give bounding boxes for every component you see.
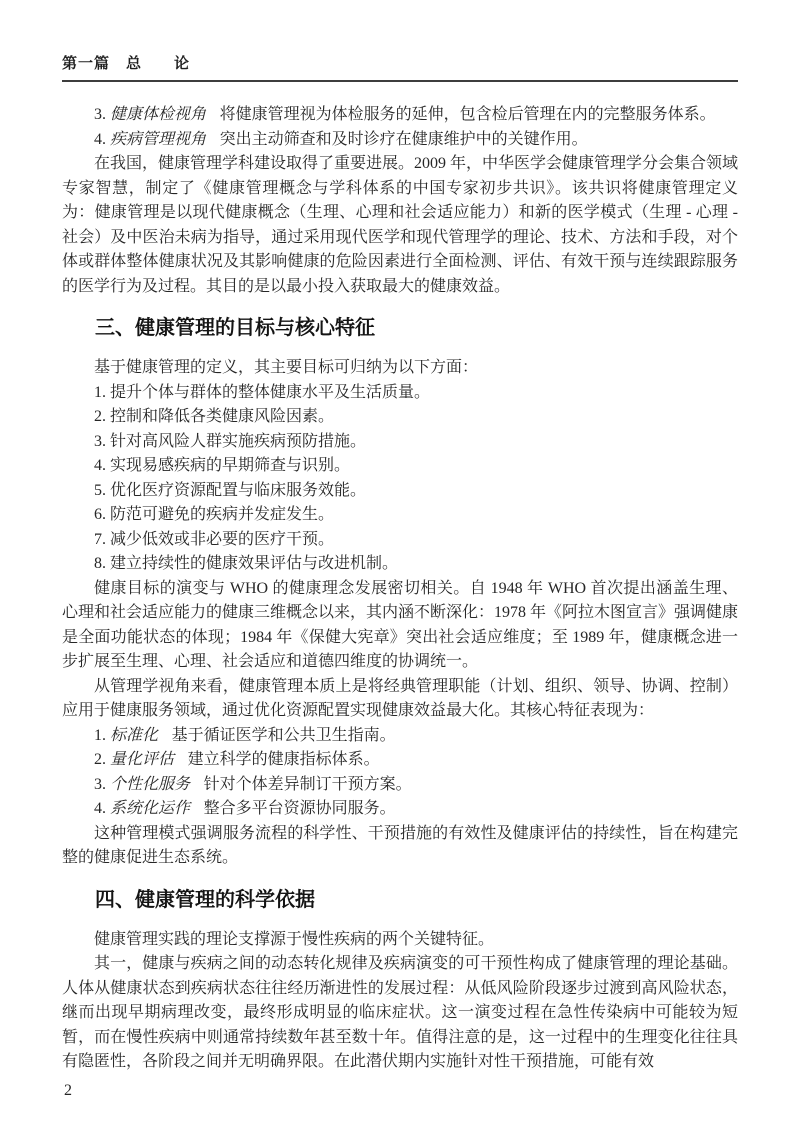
goal-item: 5. 优化医疗资源配置与临床服务效能。 [94, 481, 367, 499]
body-text [62, 103, 738, 1075]
feature-item [62, 797, 738, 822]
viewpoint-item [62, 103, 738, 128]
item-term: 疾病管理视角 [110, 130, 207, 148]
feature-item [62, 773, 738, 798]
running-header [62, 52, 738, 82]
page-number: 2 [64, 1082, 72, 1099]
item-number: 3. [94, 775, 106, 793]
viewpoint-item [62, 128, 738, 153]
item-number: 2. [94, 751, 106, 768]
paragraph-who-evolution: 健康目标的演变与 WHO 的健康理念发展密切相关。自 1948 年 WHO 首次提出涵盖生理、心理和社会适应能力的健康三维概念以来，其内涵不断深化：1978 年《阿拉木图宣言》强调健康是全面功能状态的体现；1984 年《保健大宪章》突出社会适应维度；至 1989 年，健康概念进一步扩展至生理、心理、社会适应和道德四维度的协调统一。 [62, 579, 739, 670]
item-term: 量化评估 [110, 751, 175, 768]
section-label: 第一篇 总 论 [62, 55, 191, 72]
goal-item: 3. 针对高风险人群实施疾病预防措施。 [94, 432, 367, 450]
item-desc: 突出主动筛查和及时诊疗在健康维护中的关键作用。 [219, 130, 588, 148]
item-number: 3. [94, 106, 106, 123]
feature-item [62, 724, 738, 749]
item-term: 系统化运作 [110, 800, 191, 817]
feature-item [62, 748, 738, 773]
item-term: 个性化服务 [110, 775, 191, 793]
item-term: 标准化 [110, 726, 159, 744]
goal-item: 8. 建立持续性的健康效果评估与改进机制。 [94, 555, 399, 572]
item-number: 4. [94, 130, 106, 148]
item-desc: 针对个体差异制订干预方案。 [203, 775, 412, 793]
goal-item: 2. 控制和降低各类健康风险因素。 [94, 408, 335, 425]
item-desc: 建立科学的健康指标体系。 [187, 751, 380, 768]
item-desc: 将健康管理视为体检服务的延伸，包含检后管理在内的完整服务体系。 [219, 106, 716, 123]
goal-item: 7. 减少低效或非必要的医疗干预。 [94, 530, 335, 548]
goal-item: 4. 实现易感疾病的早期筛查与识别。 [94, 457, 351, 474]
goal-item: 6. 防范可避免的疾病并发症发生。 [94, 506, 335, 523]
goal-item: 1. 提升个体与群体的整体健康水平及生活质量。 [94, 383, 431, 401]
section-heading-three: 三、健康管理的目标与核心特征 [95, 317, 375, 339]
paragraph-management-view: 从管理学视角来看，健康管理本质上是将经典管理职能（计划、组织、领导、协调、控制）应用于健康服务领域，通过优化资源配置实现健康效益最大化。其核心特征表现为： [62, 677, 738, 719]
item-term: 健康体检视角 [110, 106, 207, 123]
item-desc: 整合多平台资源协同服务。 [203, 800, 396, 817]
item-number: 1. [94, 726, 106, 744]
item-desc: 基于循证医学和公共卫生指南。 [171, 726, 396, 744]
item-number: 4. [94, 800, 106, 817]
paragraph-first-feature: 其一，健康与疾病之间的动态转化规律及疾病演变的可干预性构成了健康管理的理论基础。人体从健康状态到疾病状态往往经历渐进性的发展过程：从低风险阶段逐步过渡到高风险状态，继而出现早期病理改变，最终形成明显的临床症状。这一演变过程在急性传染病中可能较为短暂，而在慢性疾病中则通常持续数年甚至数十年。值得注意的是，这一过程中的生理变化往往具有隐匿性，各阶段之间并无明确界限。在此潜伏期内实施针对性干预措施，可能有效 [62, 955, 738, 1070]
paragraph-china-progress: 在我国，健康管理学科建设取得了重要进展。2009 年，中华医学会健康管理学分会集合领域专家智慧，制定了《健康管理概念与学科体系的中国专家初步共识》。该共识将健康管理定义为：健康管理是以现代健康概念（生理、心理和社会适应能力）和新的医学模式（生理 - 心理 - 社会）及中医治未病为指导，通过采用现代医学和现代管理学的理论、技术、方法和手段，对个体或群体整体健康状况及其影响健康的危险因素进行全面检测、评估、有效干预与连续跟踪服务的医学行为及过程。其目的是以最小投入获取最大的健康效益。 [62, 155, 739, 295]
paragraph-model-summary: 这种管理模式强调服务流程的科学性、干预措施的有效性及健康评估的持续性，旨在构建完整的健康促进生态系统。 [62, 824, 738, 866]
paragraph-goals-intro: 基于健康管理的定义，其主要目标可归纳为以下方面： [94, 359, 479, 376]
section-heading-four: 四、健康管理的科学依据 [95, 888, 315, 911]
paragraph-science-intro: 健康管理实践的理论支撑源于慢性疾病的两个关键特征。 [94, 930, 495, 948]
page-content [62, 0, 738, 1075]
